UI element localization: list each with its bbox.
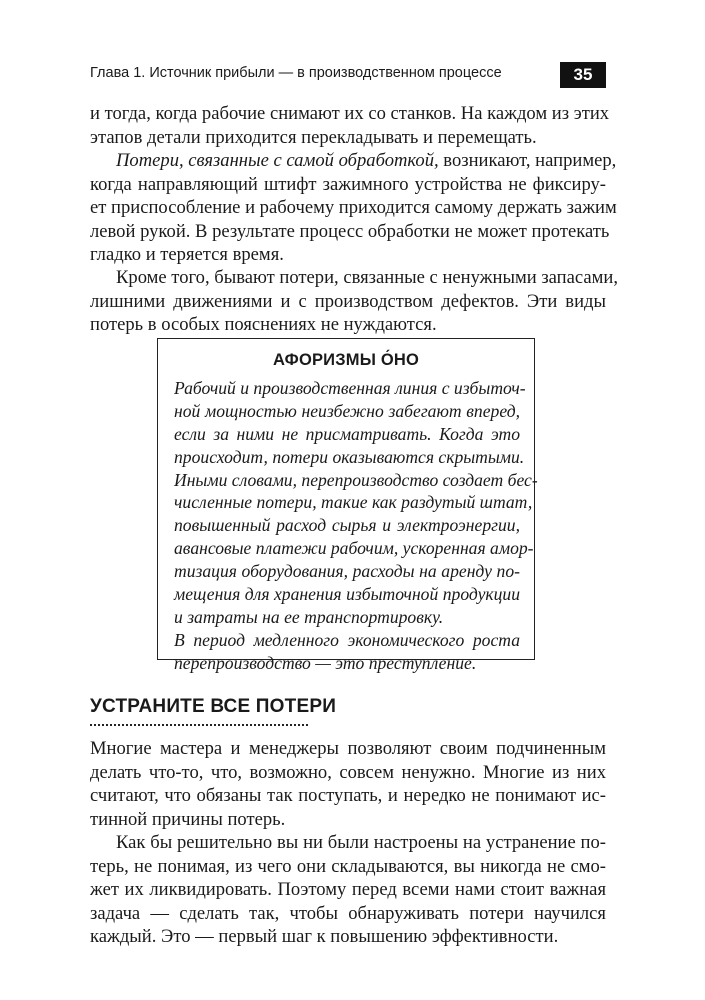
aphorism-line: Иными словами, перепроизводство создает бес- [174,469,538,490]
aphorism-line: и затраты на ее транспортировку. [174,606,444,627]
page-number: 35 [560,62,606,88]
running-title: Глава 1. Источник прибыли — в производственном процессе [90,65,502,81]
paragraph-eliminate [90,831,606,949]
aphorism-line: В период медленного экономического роста [174,629,520,650]
aphorism-line: если за ними не присматривать. Когда это [174,423,520,444]
text-line: делать что-то, что, возможно, совсем ненужно. Многие из них [90,761,606,783]
aphorism-title: АФОРИЗМЫ О́НО [272,351,420,369]
text-line: Кроме того, бывают потери, связанные с ненужными запасами, [116,267,618,288]
text-line: терь, не понимая, из чего они складываются, вы никогда не смо- [90,855,606,877]
text-line: тинной причины потерь. [90,808,286,830]
aphorism-line: перепроизводство — это преступление. [174,652,477,673]
aphorism-line: Рабочий и производственная линия с избыточ- [174,378,526,398]
aphorism-line: численные потери, такие как раздутый штат, [174,492,533,513]
text-line: левой рукой. В результате процесс обработки не может протекать [90,220,610,242]
aphorism-line: тизация оборудования, расходы на аренду по- [174,561,520,582]
aphorism-line: происходит, потери оказываются скрытыми. [174,446,525,467]
text-line [90,149,617,173]
text-line: ет приспособление и рабочему приходится самому держать зажим [90,197,617,218]
text-line: когда направляющий штифт зажимного устройства не фиксиру- [90,173,606,195]
text-line: лишними движениями и с производством дефектов. Эти виды [90,290,606,312]
text-line: и тогда, когда рабочие снимают их со станков. На каждом из этих [90,103,610,124]
paragraph-managers [90,737,606,831]
aphorism-box [157,338,538,673]
aphorism-line: мещения для хранения избыточной продукции [174,584,520,605]
text-line: Многие мастера и менеджеры позволяют своим подчиненным [90,738,606,759]
text-line: жет их ликвидировать. Поэтому перед всеми нами стоит важная [90,879,606,900]
aphorism-line: повышенный расход сырья и электроэнергии, [174,515,520,536]
text-line: этапов детали приходится перекладывать и перемещать. [90,126,537,148]
heading-dotted-rule [90,724,308,726]
italic-lead: Потери, связанные с самой обработкой, [116,150,439,171]
paragraph-other-losses [90,266,618,337]
text-line: считают, что обязаны так поступать, и нередко не понимают ис- [90,785,606,806]
aphorism-line: авансовые платежи рабочим, ускоренная амор- [174,538,534,559]
section-heading: УСТРАНИТЕ ВСЕ ПОТЕРИ [90,696,337,717]
aphorism-line: ной мощностью неизбежно забегают вперед, [174,400,520,421]
aphorism-body [174,377,538,675]
paragraph-continuation [90,102,610,149]
text-line: Как бы решительно вы ни были настроены на устранение по- [116,832,606,853]
text-line-rest: возникают, например, [438,150,617,171]
text-line: потерь в особых пояснениях не нуждаются. [90,314,437,335]
text-line: задача — сделать так, чтобы обнаруживать потери научился [90,902,606,924]
text-line: каждый. Это — первый шаг к повышению эффективности. [90,926,559,947]
text-line: гладко и теряется время. [90,244,284,265]
running-header [90,62,606,88]
paragraph-processing-losses [90,149,617,267]
